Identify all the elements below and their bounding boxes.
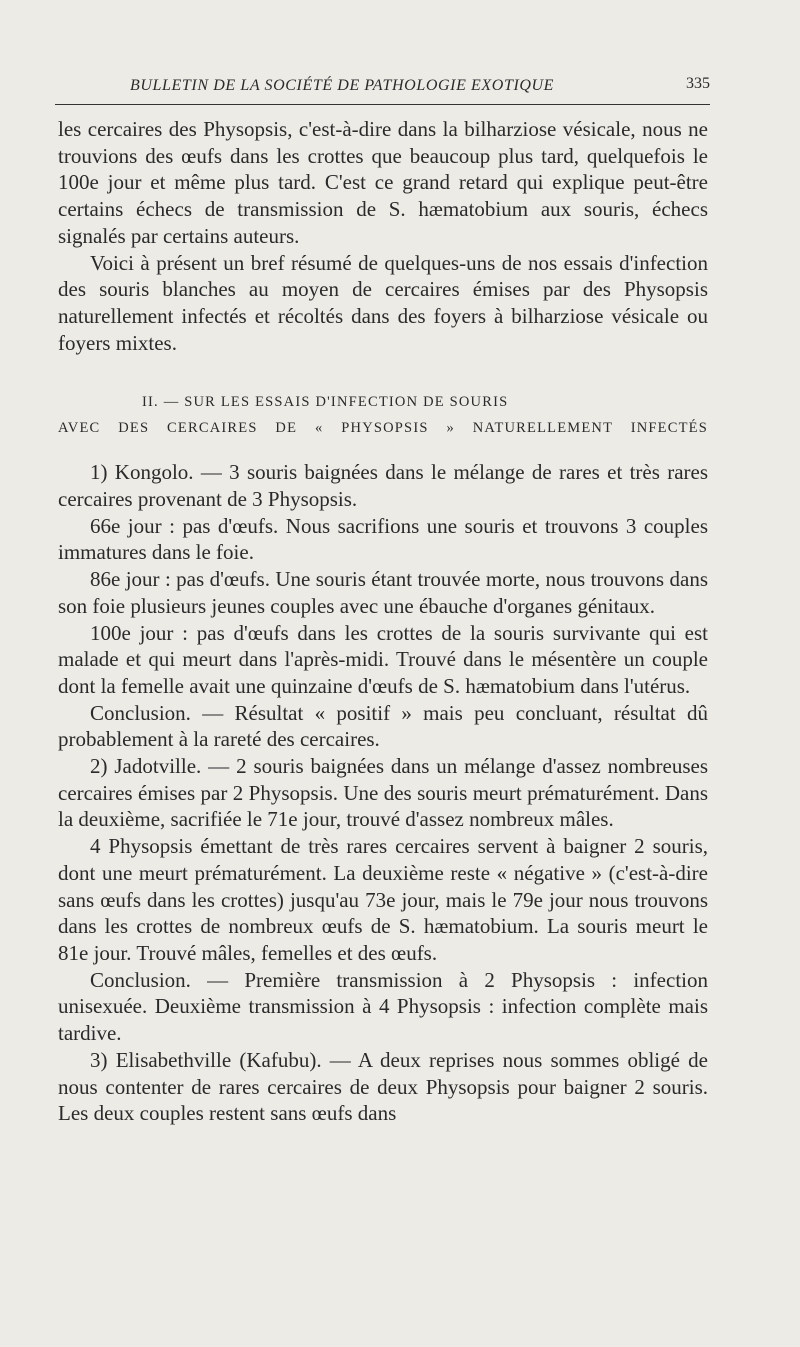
body-text	[58, 116, 708, 1127]
section-heading	[58, 389, 708, 441]
entry-kongolo: 1) Kongolo. — 3 souris baignées dans le mélange de rares et très rares cercaires provenant de 3 Physopsis.	[58, 460, 708, 512]
kongolo-day-100: 100e jour : pas d'œufs dans les crottes de la souris survivante qui est malade et qui meurt dans l'après-midi. Trouvé dans le mésentère un couple dont la femelle avait une quinzaine d'œufs de S. hæmatobium dans l'utérus.	[58, 620, 708, 698]
section-heading-line-2: AVEC DES CERCAIRES DE « PHYSOPSIS » NATURELLEMENT INFECTÉS	[58, 420, 708, 437]
page-number: 335	[686, 75, 710, 92]
entry-elisabethville: 3) Elisabethville (Kafubu). — A deux reprises nous sommes obligé de nous contenter de rares cercaires de deux Physopsis pour baigner 2 souris. Les deux couples restent sans œufs dans	[58, 1047, 708, 1126]
kongolo-day-66: 66e jour : pas d'œufs. Nous sacrifions une souris et trouvons 3 couples immatures dans le foie.	[58, 513, 708, 565]
running-title: BULLETIN DE LA SOCIÉTÉ DE PATHOLOGIE EXOTIQUE	[130, 77, 555, 94]
kongolo-day-86: 86e jour : pas d'œufs. Une souris étant trouvée morte, nous trouvons dans son foie plusieurs jeunes couples avec une ébauche d'organes génitaux.	[58, 567, 708, 618]
section-heading-line-1: II. — SUR LES ESSAIS D'INFECTION DE SOURIS	[142, 394, 509, 411]
running-header	[55, 74, 710, 105]
paragraph-1: les cercaires des Physopsis, c'est-à-dire dans la bilharziose vésicale, nous ne trouvions des œufs dans les crottes que beaucoup plus tard, quelquefois le 100e jour et même plus tard. C'est ce grand retard qui explique peut-être certains échecs de transmission de S. hæmatobium aux souris, échecs signalés par certains auteurs.	[58, 117, 708, 248]
paragraph-2: Voici à présent un bref résumé de quelques-uns de nos essais d'infection des souris blanches au moyen de cercaires émises par des Physopsis naturellement infectés et récoltés dans des foyers à bilharziose vésicale ou foyers mixtes.	[58, 250, 708, 355]
jadotville-second-trial: 4 Physopsis émettant de très rares cercaires servent à baigner 2 souris, dont une meurt prématurément. La deuxième reste « négative » (c'est-à-dire sans œufs dans les crottes) jusqu'au 73e jour, mais le 79e jour nous trouvons dans les crottes de nombreux œufs de S. hæmatobium. La souris meurt le 81e jour. Trouvé mâles, femelles et des œufs.	[58, 834, 708, 965]
kongolo-conclusion: Conclusion. — Résultat « positif » mais peu concluant, résultat dû probablement à la rareté des cercaires.	[58, 700, 708, 752]
entry-jadotville: 2) Jadotville. — 2 souris baignées dans un mélange d'assez nombreuses cercaires émises par 2 Physopsis. Une des souris meurt prématurément. Dans la deuxième, sacrifiée le 71e jour, trouvé d'assez nombreux mâles.	[58, 754, 708, 832]
jadotville-conclusion: Conclusion. — Première transmission à 2 Physopsis : infection unisexuée. Deuxième transmission à 4 Physopsis : infection complète mais tardive.	[58, 967, 708, 1046]
